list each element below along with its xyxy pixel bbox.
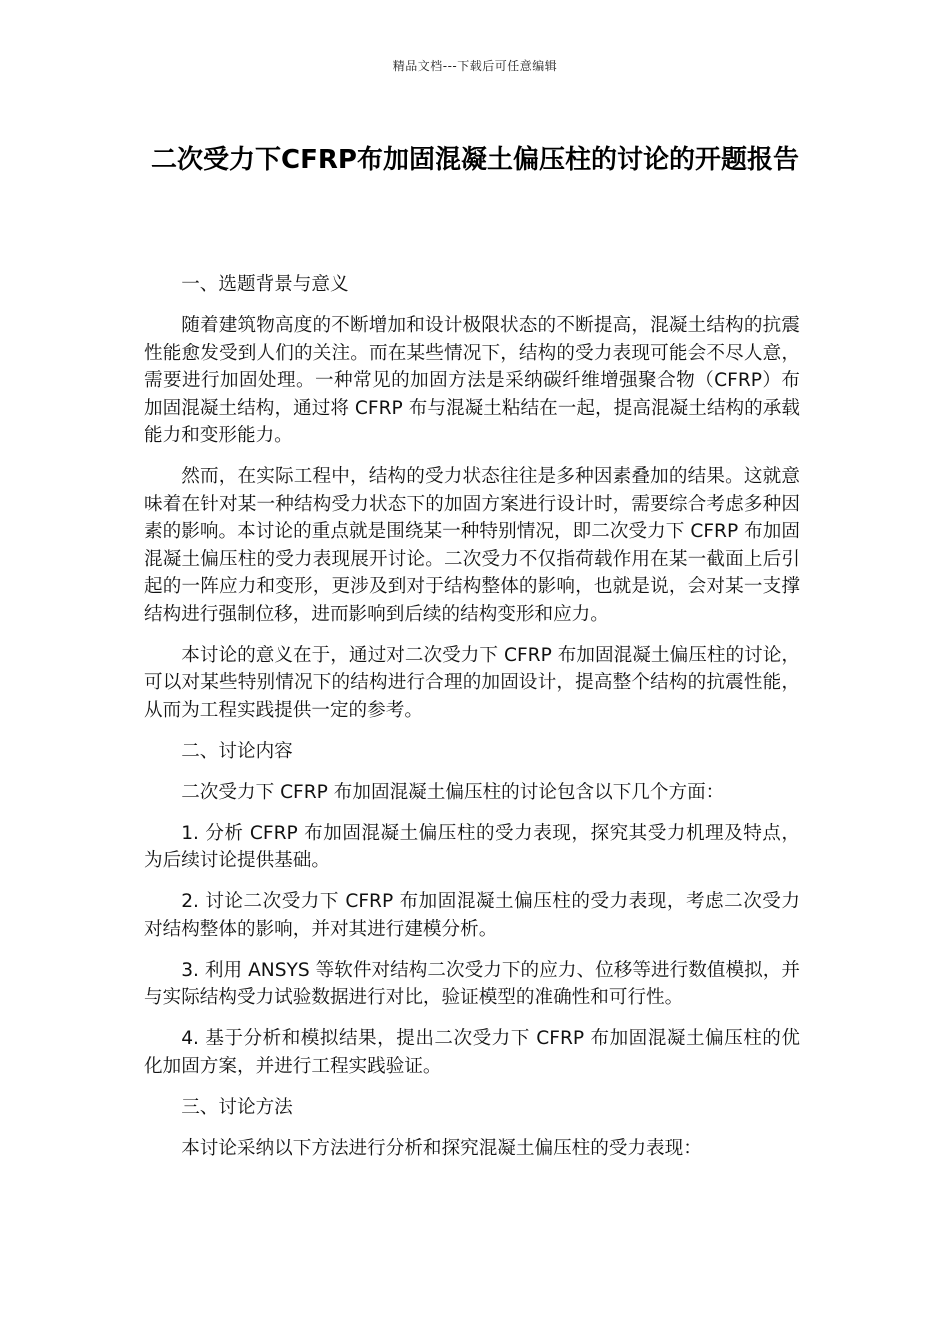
section-heading-content: 二、讨论内容 bbox=[181, 740, 293, 762]
paragraph-method-intro: 本讨论采纳以下方法进行分析和探究混凝土偏压柱的受力表现： bbox=[181, 1137, 702, 1159]
paragraph-background-3: 本讨论的意义在于，通过对二次受力下 CFRP 布加固混凝土偏压柱的讨论，可以对某些特别情况下的结构进行合理的加固设计，提高整个结构的抗震性能，从而为工程实践提供一定的参考。 bbox=[144, 644, 800, 721]
paragraph-content-intro: 二次受力下 CFRP 布加固混凝土偏压柱的讨论包含以下几个方面： bbox=[181, 781, 725, 803]
document-title: 二次受力下CFRP布加固混凝土偏压柱的讨论的开题报告 bbox=[151, 145, 799, 175]
list-item-content-2: 2. 讨论二次受力下 CFRP 布加固混凝土偏压柱的受力表现，考虑二次受力对结构整体的影响，并对其进行建模分析。 bbox=[144, 891, 800, 940]
section-heading-background: 一、选题背景与意义 bbox=[181, 274, 349, 295]
paragraph-background-1: 随着建筑物高度的不断增加和设计极限状态的不断提高，混凝土结构的抗震性能愈发受到人们的关注。而在某些情况下，结构的受力表现可能会不尽人意，需要进行加固处理。一种常见的加固方法是采纳碳纤维增强聚合物（CFRP）布加固混凝土结构，通过将 CFRP 布与混凝土粘结在一起，提高混凝土结构的承载能力和变形能力。 bbox=[144, 315, 800, 446]
list-item-content-1: 1. 分析 CFRP 布加固混凝土偏压柱的受力表现，探究其受力机理及特点，为后续讨论提供基础。 bbox=[144, 822, 800, 871]
paragraph-background-2: 然而，在实际工程中，结构的受力状态往往是多种因素叠加的结果。这就意味着在针对某一种结构受力状态下的加固方案进行设计时，需要综合考虑多种因素的影响。本讨论的重点就是围绕某一种特别情况，即二次受力下 CFRP 布加固混凝土偏压柱的受力表现展开讨论。二次受力不仅指荷载作用在某一截面上后引起的一阵应力和变形，更涉及到对于结构整体的影响，也就是说，会对某一支撑结构进行强制位移，进而影响到后续的结构变形和应力。 bbox=[144, 466, 800, 625]
list-item-content-4: 4. 基于分析和模拟结果，提出二次受力下 CFRP 布加固混凝土偏压柱的优化加固方案，并进行工程实践验证。 bbox=[144, 1028, 800, 1077]
section-heading-method: 三、讨论方法 bbox=[181, 1096, 293, 1118]
header-note: 精品文档---下载后可任意编辑 bbox=[392, 59, 558, 73]
list-item-content-3: 3. 利用 ANSYS 等软件对结构二次受力下的应力、位移等进行数值模拟，并与实际结构受力试验数据进行对比，验证模型的准确性和可行性。 bbox=[144, 959, 800, 1008]
document-body bbox=[144, 271, 800, 1176]
